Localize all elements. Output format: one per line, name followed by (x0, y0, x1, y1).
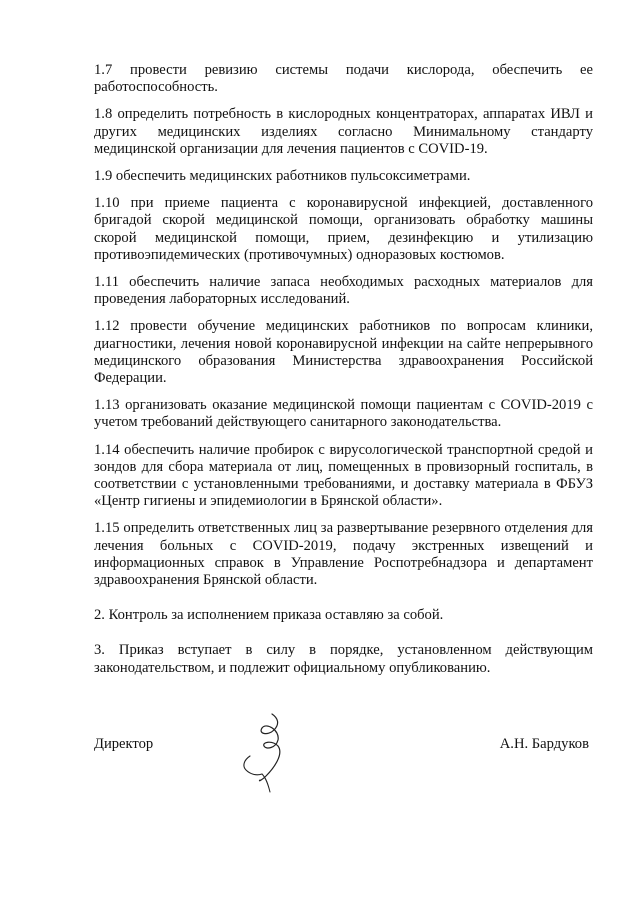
paragraph-1-7: 1.7 провести ревизию системы подачи кислорода, обеспечить ее работоспособность. (94, 62, 593, 96)
signatory-title: Директор (94, 736, 154, 752)
signature-block (94, 736, 593, 816)
paragraph-1-14: 1.14 обеспечить наличие пробирок с вирусологической транспортной средой и зондов для сбора материала от лиц, помещенных в провизорный госпиталь, в соответствии с установленными требованиями, и доставку материала в ФБУЗ «Центр гигиены и эпидемиологии в Брянской области». (94, 441, 593, 510)
paragraph-1-11: 1.11 обеспечить наличие запаса необходимых расходных материалов для проведения лабораторных исследований. (94, 274, 593, 308)
paragraph-1-13: 1.13 организовать оказание медицинской помощи пациентам с COVID-2019 с учетом требований действующего санитарного законодательства. (94, 397, 593, 431)
paragraph-1-12: 1.12 провести обучение медицинских работников по вопросам клиники, диагностики, лечения новой коронавирусной инфекции на сайте непрерывного медицинского образования Министерства здравоохранения Российской Федерации. (94, 318, 593, 387)
paragraph-1-10: 1.10 при приеме пациента с коронавирусной инфекцией, доставленного бригадой скорой медицинской помощи, организовать обработку машины скорой медицинской помощи, прием, дезинфекцию и утилизацию противоэпидемических (противочумных) одноразовых костюмов. (94, 195, 593, 263)
paragraph-2: 2. Контроль за исполнением приказа оставляю за собой. (94, 607, 444, 624)
paragraph-1-15: 1.15 определить ответственных лиц за развертывание резервного отделения для лечения больных с COVID-2019, подачу экстренных извещений и информационных справок в Управление Роспотребнадзора и департамент здравоохранения Брянской области. (94, 520, 593, 589)
paragraph-1-9: 1.9 обеспечить медицинских работников пульсоксиметрами. (94, 168, 471, 185)
signatory-name: А.Н. Бардуков (499, 736, 589, 752)
handwritten-signature (232, 710, 302, 796)
paragraph-3: 3. Приказ вступает в силу в порядке, установленном действующим законодательством, и подлежит официальному опубликованию. (94, 642, 593, 676)
paragraph-1-8: 1.8 определить потребность в кислородных концентраторах, аппаратах ИВЛ и других медицинских изделиях согласно Минимальному стандарту медицинской организации для лечения пациентов с COVID-19. (94, 106, 593, 157)
document-body (94, 62, 593, 687)
